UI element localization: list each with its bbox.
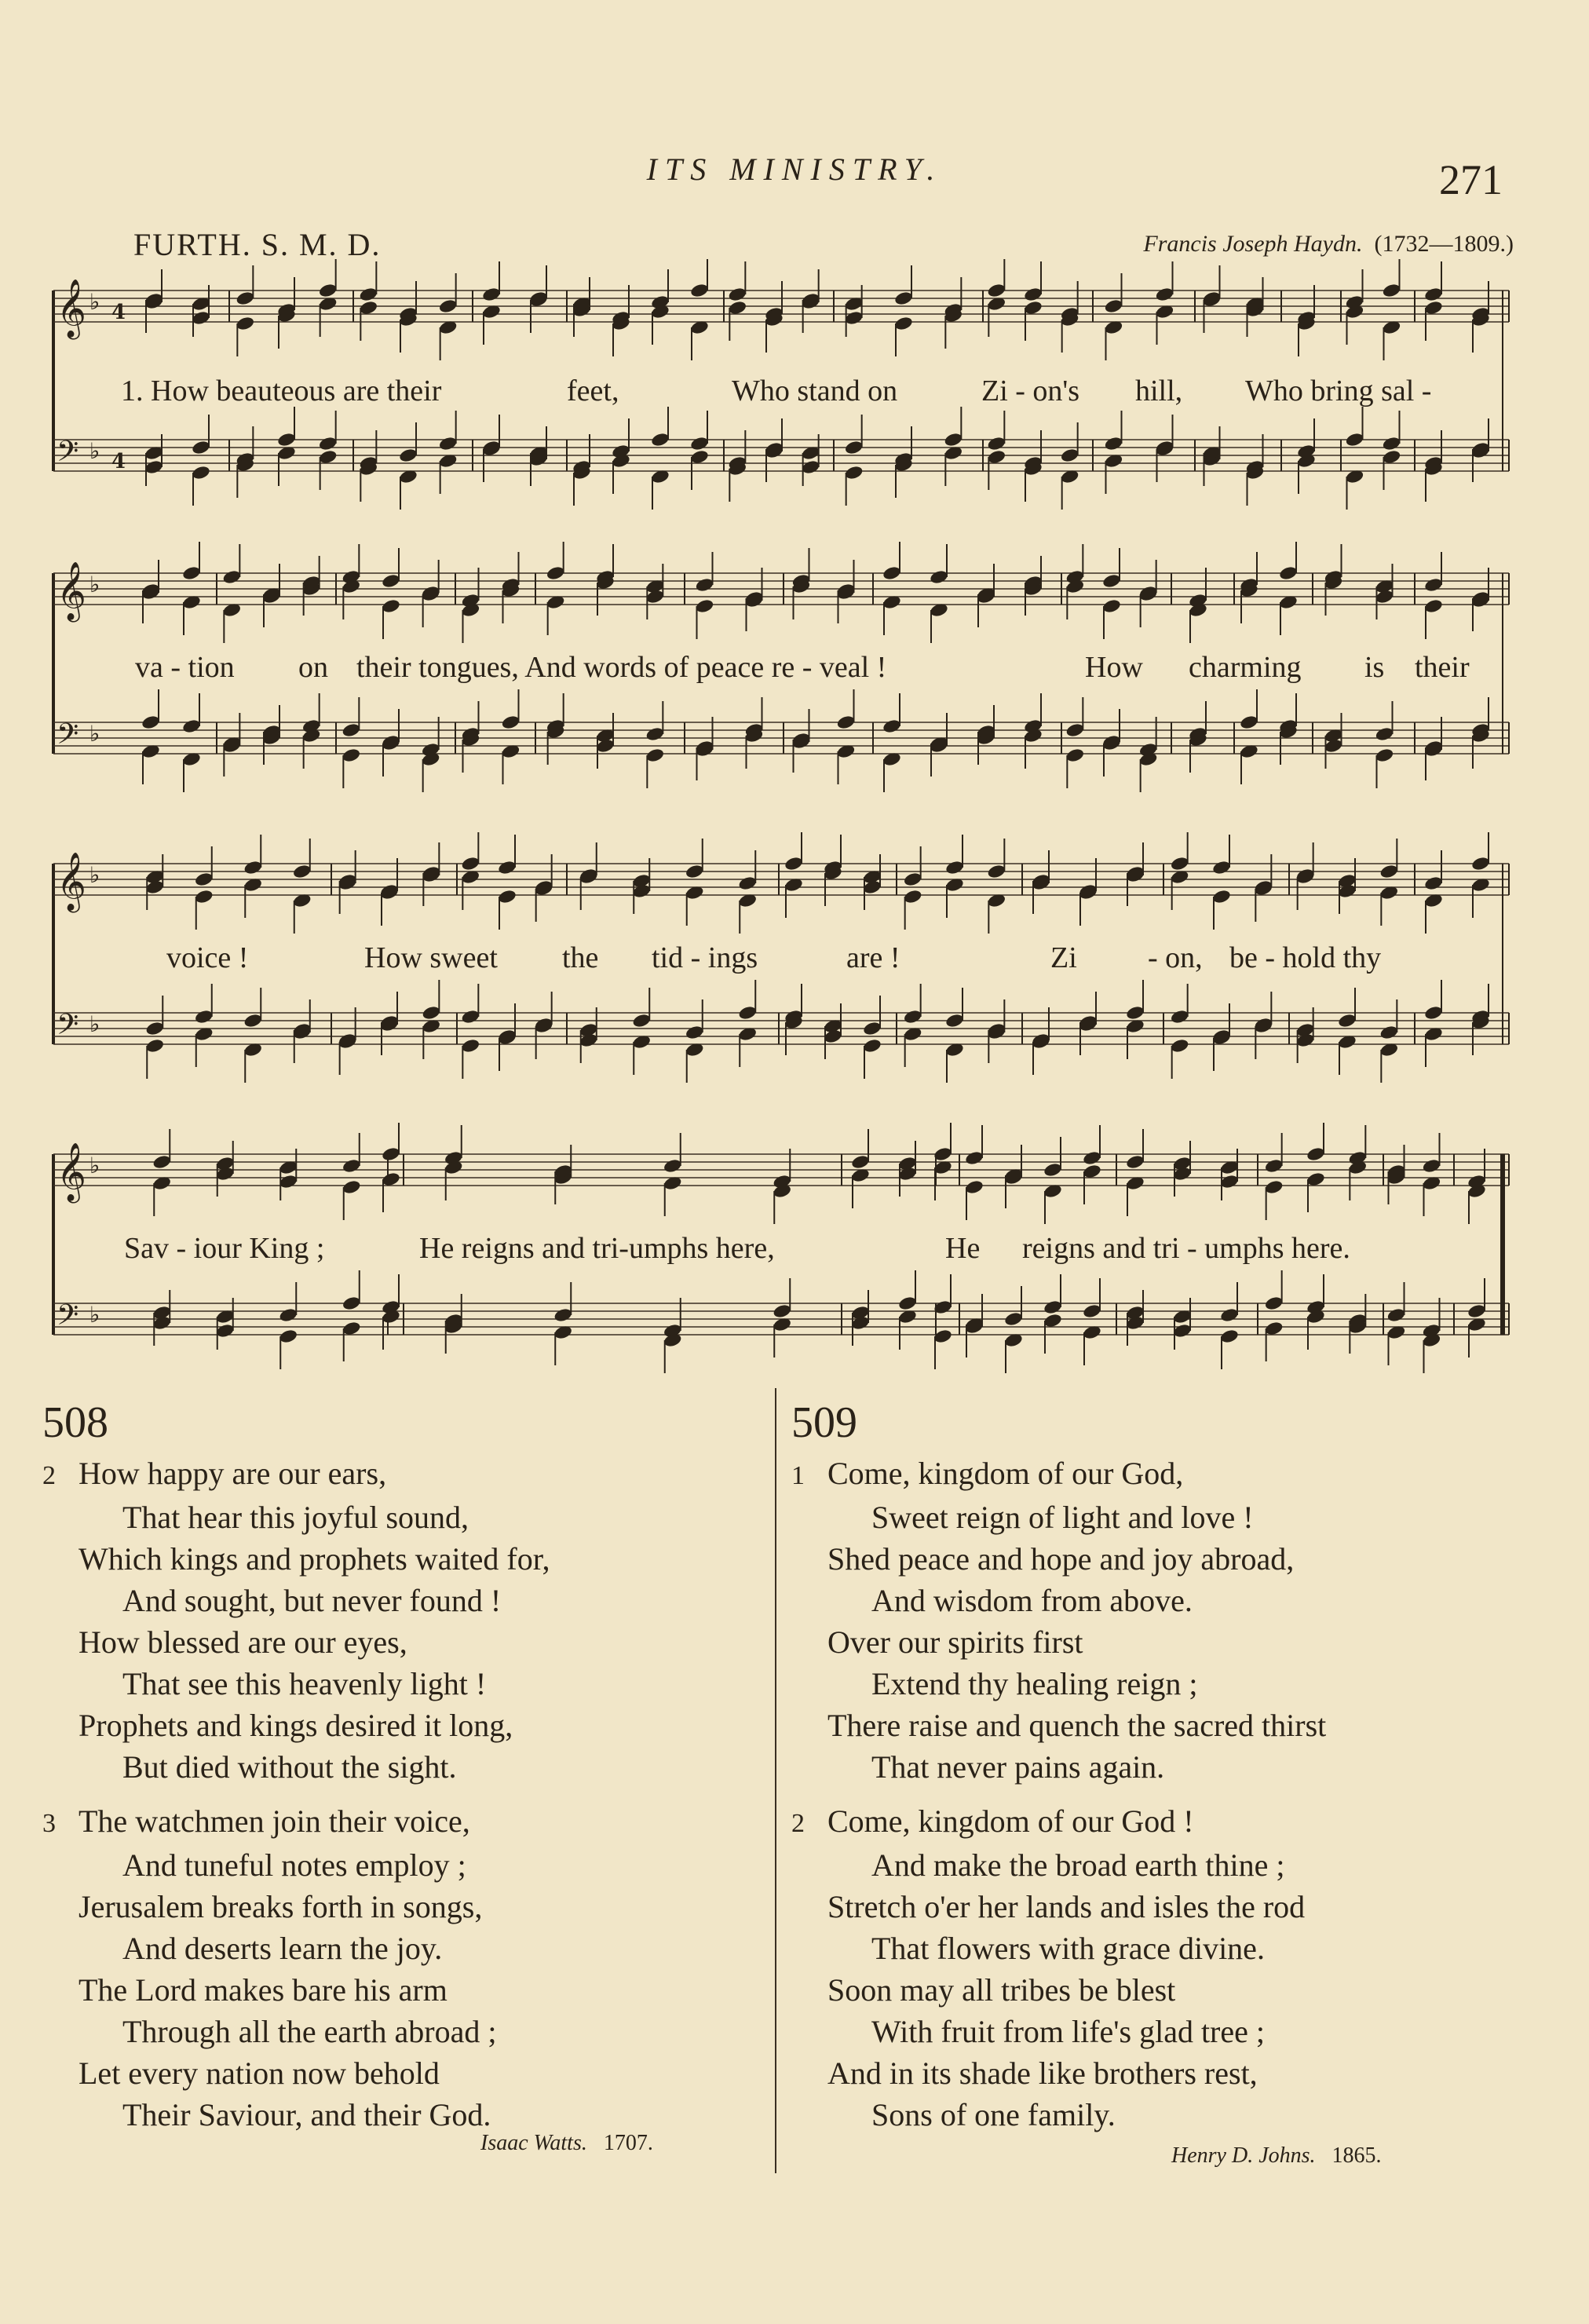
note-head xyxy=(243,860,263,876)
note-head xyxy=(279,1174,298,1190)
verse-line: That never pains again. xyxy=(871,1749,1165,1785)
note-head xyxy=(903,889,922,905)
lyric-syllable: Zi - on's xyxy=(981,375,1080,407)
running-header: ITS MINISTRY. xyxy=(646,152,943,187)
note-head xyxy=(903,872,922,888)
lyric-syllable: are ! xyxy=(846,941,900,974)
lyric-syllable: hill, xyxy=(1135,375,1183,407)
note-head xyxy=(1382,283,1401,299)
verse-line: And tuneful notes employ ; xyxy=(122,1847,466,1883)
lyric-syllable: tid - ings xyxy=(652,941,758,974)
note-head xyxy=(279,1328,298,1345)
note-head xyxy=(342,722,361,739)
note-head xyxy=(784,856,803,872)
note-head xyxy=(929,569,948,586)
lyric-syllable: - on, xyxy=(1148,941,1203,974)
note-head xyxy=(145,1021,165,1037)
note-head xyxy=(1345,432,1364,448)
note-head xyxy=(893,316,913,332)
verse-number: 2 xyxy=(791,1809,805,1838)
note-head xyxy=(546,565,565,582)
note-head xyxy=(191,440,210,456)
note-head xyxy=(553,1307,573,1324)
verse-line: Shed peace and hope and joy abroad, xyxy=(827,1541,1295,1577)
treble-clef-icon: 𝄞 xyxy=(57,562,86,620)
lyric-syllable: charming xyxy=(1189,651,1302,684)
note-head xyxy=(689,436,709,452)
lyric-syllable: Who bring sal - xyxy=(1245,375,1432,407)
note-head xyxy=(215,1323,235,1339)
note-head xyxy=(342,747,361,764)
note-head xyxy=(1337,1013,1357,1029)
composer-dates: (1732—1809.) xyxy=(1374,231,1514,257)
note-head xyxy=(1382,436,1401,452)
note-head xyxy=(836,714,856,731)
note-head xyxy=(903,1009,922,1025)
note-head xyxy=(844,440,864,456)
lyric-line-2 xyxy=(49,650,1514,688)
note-head xyxy=(944,1013,964,1029)
note-head xyxy=(685,864,704,880)
treble-clef-icon: 𝄞 xyxy=(57,853,86,911)
note-head xyxy=(1023,287,1043,303)
note-head xyxy=(862,1021,882,1037)
verse-number: 3 xyxy=(42,1809,56,1838)
note-head xyxy=(897,1295,917,1312)
lyric-syllable: on xyxy=(298,651,328,684)
note-head xyxy=(1060,448,1079,464)
note-head xyxy=(191,465,210,481)
note-head xyxy=(381,598,400,615)
note-head xyxy=(342,1295,361,1312)
note-head xyxy=(773,1303,792,1320)
note-head xyxy=(944,432,963,448)
time-signature: 4 xyxy=(111,450,126,473)
note-head xyxy=(497,889,517,905)
hymn-number: 508 xyxy=(42,1398,108,1447)
note-head xyxy=(964,1150,984,1167)
note-head xyxy=(144,459,163,476)
verse-line: Over our spirits first xyxy=(827,1624,1083,1660)
note-head xyxy=(194,872,214,888)
note-head xyxy=(1423,577,1443,594)
flat-sign-icon: ♭ xyxy=(89,572,100,597)
verse-line: Their Saviour, and their God. xyxy=(122,2097,491,2132)
note-head xyxy=(1101,598,1121,615)
note-head xyxy=(1219,1174,1239,1190)
note-head xyxy=(1082,1150,1101,1167)
note-head xyxy=(141,714,160,731)
note-head xyxy=(987,436,1006,452)
note-head xyxy=(438,436,458,452)
verse-line: Prophets and kings desired it long, xyxy=(79,1708,513,1743)
lyric-syllable: their xyxy=(1415,651,1470,684)
note-head xyxy=(1082,1303,1101,1320)
verse-line: Extend thy healing reign ; xyxy=(871,1666,1198,1701)
note-head xyxy=(1104,436,1123,452)
note-head xyxy=(497,860,517,876)
verse-2 xyxy=(791,1800,1545,2136)
note-head xyxy=(1104,298,1123,315)
note-head xyxy=(738,1005,758,1021)
note-head xyxy=(359,287,378,303)
note-head xyxy=(276,432,296,448)
treble-clef-icon: 𝄞 xyxy=(57,1143,86,1201)
verse-line: And sought, but never found ! xyxy=(122,1583,502,1618)
note-head xyxy=(1423,1005,1443,1021)
note-head xyxy=(1211,889,1231,905)
note-head xyxy=(422,1005,441,1021)
verse-line: The watchmen join their voice, xyxy=(79,1803,470,1839)
verse-3 xyxy=(42,1800,749,2136)
note-head xyxy=(1375,747,1394,764)
flat-sign-icon: ♭ xyxy=(89,862,100,888)
note-head xyxy=(1155,287,1174,303)
bass-clef-icon: 𝄢 xyxy=(57,718,79,758)
note-head xyxy=(944,860,964,876)
note-head xyxy=(342,1158,361,1175)
verse-line: With fruit from life's glad tree ; xyxy=(871,2014,1265,2049)
composer-name: Francis Joseph Haydn. xyxy=(1143,231,1363,257)
note-head xyxy=(342,1179,361,1196)
lyric-syllable: reigns and tri - umphs here. xyxy=(1022,1232,1350,1265)
note-head xyxy=(1379,1025,1399,1041)
note-head xyxy=(844,310,864,327)
verse-line: Through all the earth abroad ; xyxy=(122,2014,497,2049)
note-head xyxy=(381,573,400,590)
note-head xyxy=(689,283,709,299)
note-head xyxy=(1239,714,1258,731)
note-head xyxy=(381,1146,400,1163)
note-head xyxy=(1003,1311,1023,1328)
lyric-line-4 xyxy=(49,1231,1514,1269)
author-name: Henry D. Johns. xyxy=(1171,2143,1316,2168)
note-head xyxy=(882,718,901,735)
lyric-syllable: He reigns and tri-umphs here, xyxy=(419,1232,775,1265)
verse-line: Come, kingdom of our God ! xyxy=(827,1803,1194,1839)
note-head xyxy=(194,889,214,905)
note-head xyxy=(181,565,201,582)
flat-sign-icon: ♭ xyxy=(89,1011,100,1037)
note-head xyxy=(1101,573,1121,590)
verse-line: Soon may all tribes be blest xyxy=(827,1972,1176,2008)
note-head xyxy=(685,1025,704,1041)
note-head xyxy=(987,864,1006,880)
note-head xyxy=(1065,747,1085,764)
note-head xyxy=(152,1154,172,1171)
note-head xyxy=(438,298,458,315)
verse-line: And make the broad earth thine ; xyxy=(871,1847,1285,1883)
note-head xyxy=(882,565,901,582)
verse-line: That see this heavenly light ! xyxy=(122,1666,487,1701)
note-head xyxy=(243,1013,263,1029)
bass-clef-icon: 𝄢 xyxy=(57,1299,79,1339)
note-head xyxy=(1170,1009,1189,1025)
verse-number: 2 xyxy=(42,1461,56,1490)
note-head xyxy=(893,290,913,307)
note-head xyxy=(987,283,1006,299)
note-head xyxy=(501,714,521,731)
treble-clef-icon: 𝄞 xyxy=(57,280,86,338)
note-head xyxy=(236,316,255,332)
note-head xyxy=(632,1013,652,1029)
note-head xyxy=(292,864,312,880)
author-year: 1707. xyxy=(603,2131,653,2155)
note-head xyxy=(1170,1038,1189,1054)
lyric-syllable: Zi xyxy=(1050,941,1077,974)
note-head xyxy=(801,459,820,476)
note-head xyxy=(398,448,418,464)
page-number: 271 xyxy=(1439,156,1503,203)
verse-line: And wisdom from above. xyxy=(871,1583,1193,1618)
lyric-syllable: their tongues, And words of peace re - veal ! xyxy=(356,651,887,684)
verse-1 xyxy=(791,1452,1545,1788)
note-head xyxy=(1125,1154,1145,1171)
flat-sign-icon: ♭ xyxy=(89,1153,100,1178)
note-head xyxy=(663,1158,682,1175)
note-head xyxy=(1264,1179,1284,1196)
verse-line: How happy are our ears, xyxy=(79,1456,387,1491)
note-head xyxy=(695,598,714,615)
note-head xyxy=(222,569,242,586)
lyric-syllable: be - hold thy xyxy=(1229,941,1382,974)
note-head xyxy=(650,432,670,448)
author-year: 1865. xyxy=(1331,2143,1382,2168)
note-head xyxy=(1170,856,1189,872)
note-head xyxy=(1422,1158,1441,1175)
column-divider xyxy=(775,1388,776,2173)
note-head xyxy=(279,1307,298,1324)
note-head xyxy=(850,1154,870,1171)
note-head xyxy=(738,875,758,892)
note-head xyxy=(1467,1303,1486,1320)
bass-clef-icon: 𝄢 xyxy=(57,435,79,475)
note-head xyxy=(695,577,714,594)
note-head xyxy=(318,283,338,299)
verse-line: Sweet reign of light and love ! xyxy=(871,1500,1254,1535)
author-name: Isaac Watts. xyxy=(480,2131,587,2155)
lyric-syllable: How xyxy=(1085,651,1143,684)
lyric-syllable: the xyxy=(562,941,599,974)
note-head xyxy=(1470,856,1490,872)
verse-number: 1 xyxy=(791,1461,805,1490)
note-head xyxy=(844,465,864,481)
verse-line: Come, kingdom of our God, xyxy=(827,1456,1184,1491)
verse-line: But died without the sight. xyxy=(122,1749,457,1785)
note-head xyxy=(1043,1162,1062,1178)
verse-line: Let every nation now behold xyxy=(79,2055,440,2091)
lyric-syllable: 1. How beauteous are their xyxy=(121,375,442,407)
hymn-number: 509 xyxy=(791,1398,857,1447)
hymn-509-text xyxy=(791,1452,1545,2136)
note-head xyxy=(1172,1323,1192,1339)
time-signature: 4 xyxy=(111,301,126,324)
note-head xyxy=(191,310,210,327)
lyric-syllable: He xyxy=(945,1232,981,1265)
verse-line: The Lord makes bare his arm xyxy=(79,1972,447,2008)
note-head xyxy=(481,287,501,303)
verse-line: Which kings and prophets waited for, xyxy=(79,1541,550,1577)
hymn-attribution xyxy=(480,2131,653,2156)
lyric-syllable: Sav - iour King ; xyxy=(124,1232,325,1265)
lyric-line-3 xyxy=(49,941,1514,978)
lyric-syllable: voice ! xyxy=(166,941,249,974)
bass-clef-icon: 𝄢 xyxy=(57,1008,79,1048)
verse-line: Sons of one family. xyxy=(871,2097,1116,2132)
lyric-syllable: is xyxy=(1364,651,1385,684)
hymn-508-text xyxy=(42,1452,749,2136)
note-head xyxy=(1423,287,1443,303)
verse-line: And deserts learn the joy. xyxy=(122,1931,443,1966)
verse-line: How blessed are our eyes, xyxy=(79,1624,407,1660)
note-head xyxy=(645,747,665,764)
note-head xyxy=(1423,875,1443,892)
verse-line: There raise and quench the sacred thirst xyxy=(827,1708,1327,1743)
flat-sign-icon: ♭ xyxy=(89,289,100,315)
note-head xyxy=(1379,864,1399,880)
note-head xyxy=(461,856,480,872)
note-head xyxy=(1423,598,1443,615)
note-head xyxy=(1264,1158,1284,1175)
note-head xyxy=(964,1179,984,1196)
note-head xyxy=(1264,1295,1284,1312)
note-head xyxy=(1211,860,1231,876)
verse-line: And in its shade like brothers rest, xyxy=(827,2055,1258,2091)
verse-line: Stretch o'er her lands and isles the rod xyxy=(827,1889,1306,1924)
note-head xyxy=(236,290,255,307)
flat-sign-icon: ♭ xyxy=(89,1302,100,1328)
note-head xyxy=(194,1009,214,1025)
verse-line: That hear this joyful sound, xyxy=(122,1500,469,1535)
note-head xyxy=(145,1038,165,1054)
note-head xyxy=(1375,726,1394,743)
note-head xyxy=(1219,1328,1239,1345)
lyric-line-1 xyxy=(49,374,1514,411)
flat-sign-icon: ♭ xyxy=(89,438,100,464)
note-head xyxy=(461,1009,480,1025)
note-head xyxy=(1386,1307,1406,1324)
note-head xyxy=(181,718,201,735)
note-head xyxy=(728,287,747,303)
note-head xyxy=(645,726,665,743)
note-head xyxy=(1278,565,1298,582)
verse-line: That flowers with grace divine. xyxy=(871,1931,1265,1966)
lyric-syllable: feet, xyxy=(567,375,619,407)
note-head xyxy=(1043,1299,1062,1316)
hymn-attribution xyxy=(1171,2143,1382,2169)
note-head xyxy=(1125,1005,1145,1021)
note-head xyxy=(862,1038,882,1054)
note-head xyxy=(1219,1307,1239,1324)
lyric-syllable: va - tion xyxy=(135,651,235,684)
note-head xyxy=(318,436,338,452)
composer-credit xyxy=(1143,231,1514,258)
note-head xyxy=(1306,1146,1325,1163)
lyric-syllable: Who stand on xyxy=(732,375,898,407)
lyric-syllable: How sweet xyxy=(364,941,498,974)
note-head xyxy=(1065,722,1085,739)
note-head xyxy=(461,1038,480,1054)
tune-name: FURTH. S. M. D. xyxy=(133,227,382,262)
verse-line: Jerusalem breaks forth in songs, xyxy=(79,1889,483,1924)
verse-2 xyxy=(42,1452,749,1788)
flat-sign-icon: ♭ xyxy=(89,721,100,747)
